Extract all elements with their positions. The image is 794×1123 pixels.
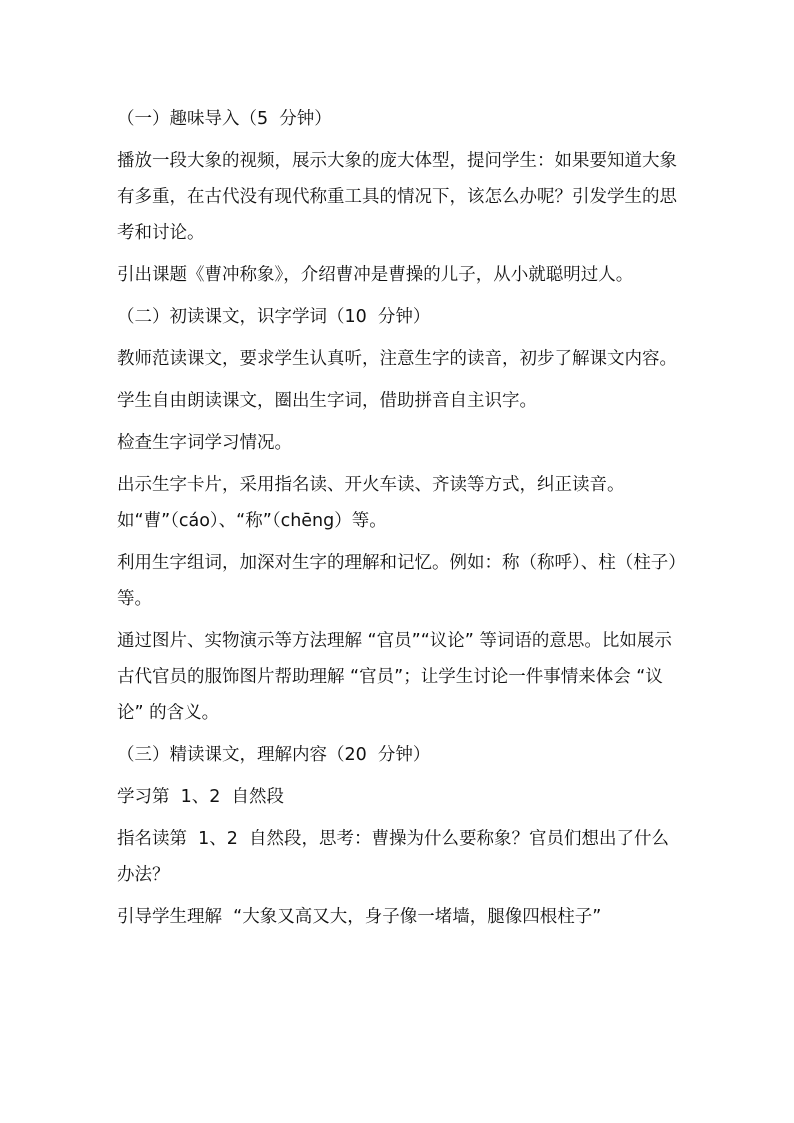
paragraph-teacher-reading: 教师范读课文，要求学生认真听，注意生字的读音，初步了解课文内容。 <box>117 349 677 369</box>
paragraph-word-cards: 出示生字卡片，采用指名读、开火车读、齐读等方式，纠正读音。如“曹”（cáo）、“称”（chēng）等。 <box>117 475 625 531</box>
section-heading-close-reading: （三）精读课文，理解内容（20 分钟） <box>117 745 431 765</box>
paragraph-check-words: 检查生字词学习情况。 <box>117 433 292 453</box>
paragraph-guide-understanding: 引导学生理解 “大象又高又大，身子像一堵墙，腿像四根柱子” <box>117 907 602 927</box>
paragraph-reading-question: 指名读第 1、2 自然段，思考：曹操为什么要称象？官员们想出了什么办法？ <box>117 829 670 885</box>
paragraph-study-sections: 学习第 1、2 自然段 <box>117 787 285 807</box>
section-heading-first-reading: （二）初读课文，识字学词（10 分钟） <box>117 307 431 327</box>
paragraph-picture-demo: 通过图片、实物演示等方法理解 “官员”“议论” 等词语的意思。比如展示古代官员的服饰图片帮助理解 “官员”；让学生讨论一件事情来体会 “议论” 的含义。 <box>117 631 672 723</box>
section-heading-intro: （一）趣味导入（5 分钟） <box>117 109 332 129</box>
paragraph-lesson-title: 引出课题《曹冲称象》，介绍曹冲是曹操的儿子，从小就聪明过人。 <box>117 265 634 285</box>
paragraph-video-question: 播放一段大象的视频，展示大象的庞大体型，提问学生：如果要知道大象有多重，在古代没有现代称重工具的情况下，该怎么办呢？引发学生的思考和讨论。 <box>117 151 677 243</box>
paragraph-student-reading: 学生自由朗读课文，圈出生字词，借助拼音自主识字。 <box>117 391 537 411</box>
paragraph-word-groups: 利用生字组词，加深对生字的理解和记忆。例如：称（称呼）、柱（柱子）等。 <box>117 553 677 609</box>
document-body <box>117 101 682 941</box>
